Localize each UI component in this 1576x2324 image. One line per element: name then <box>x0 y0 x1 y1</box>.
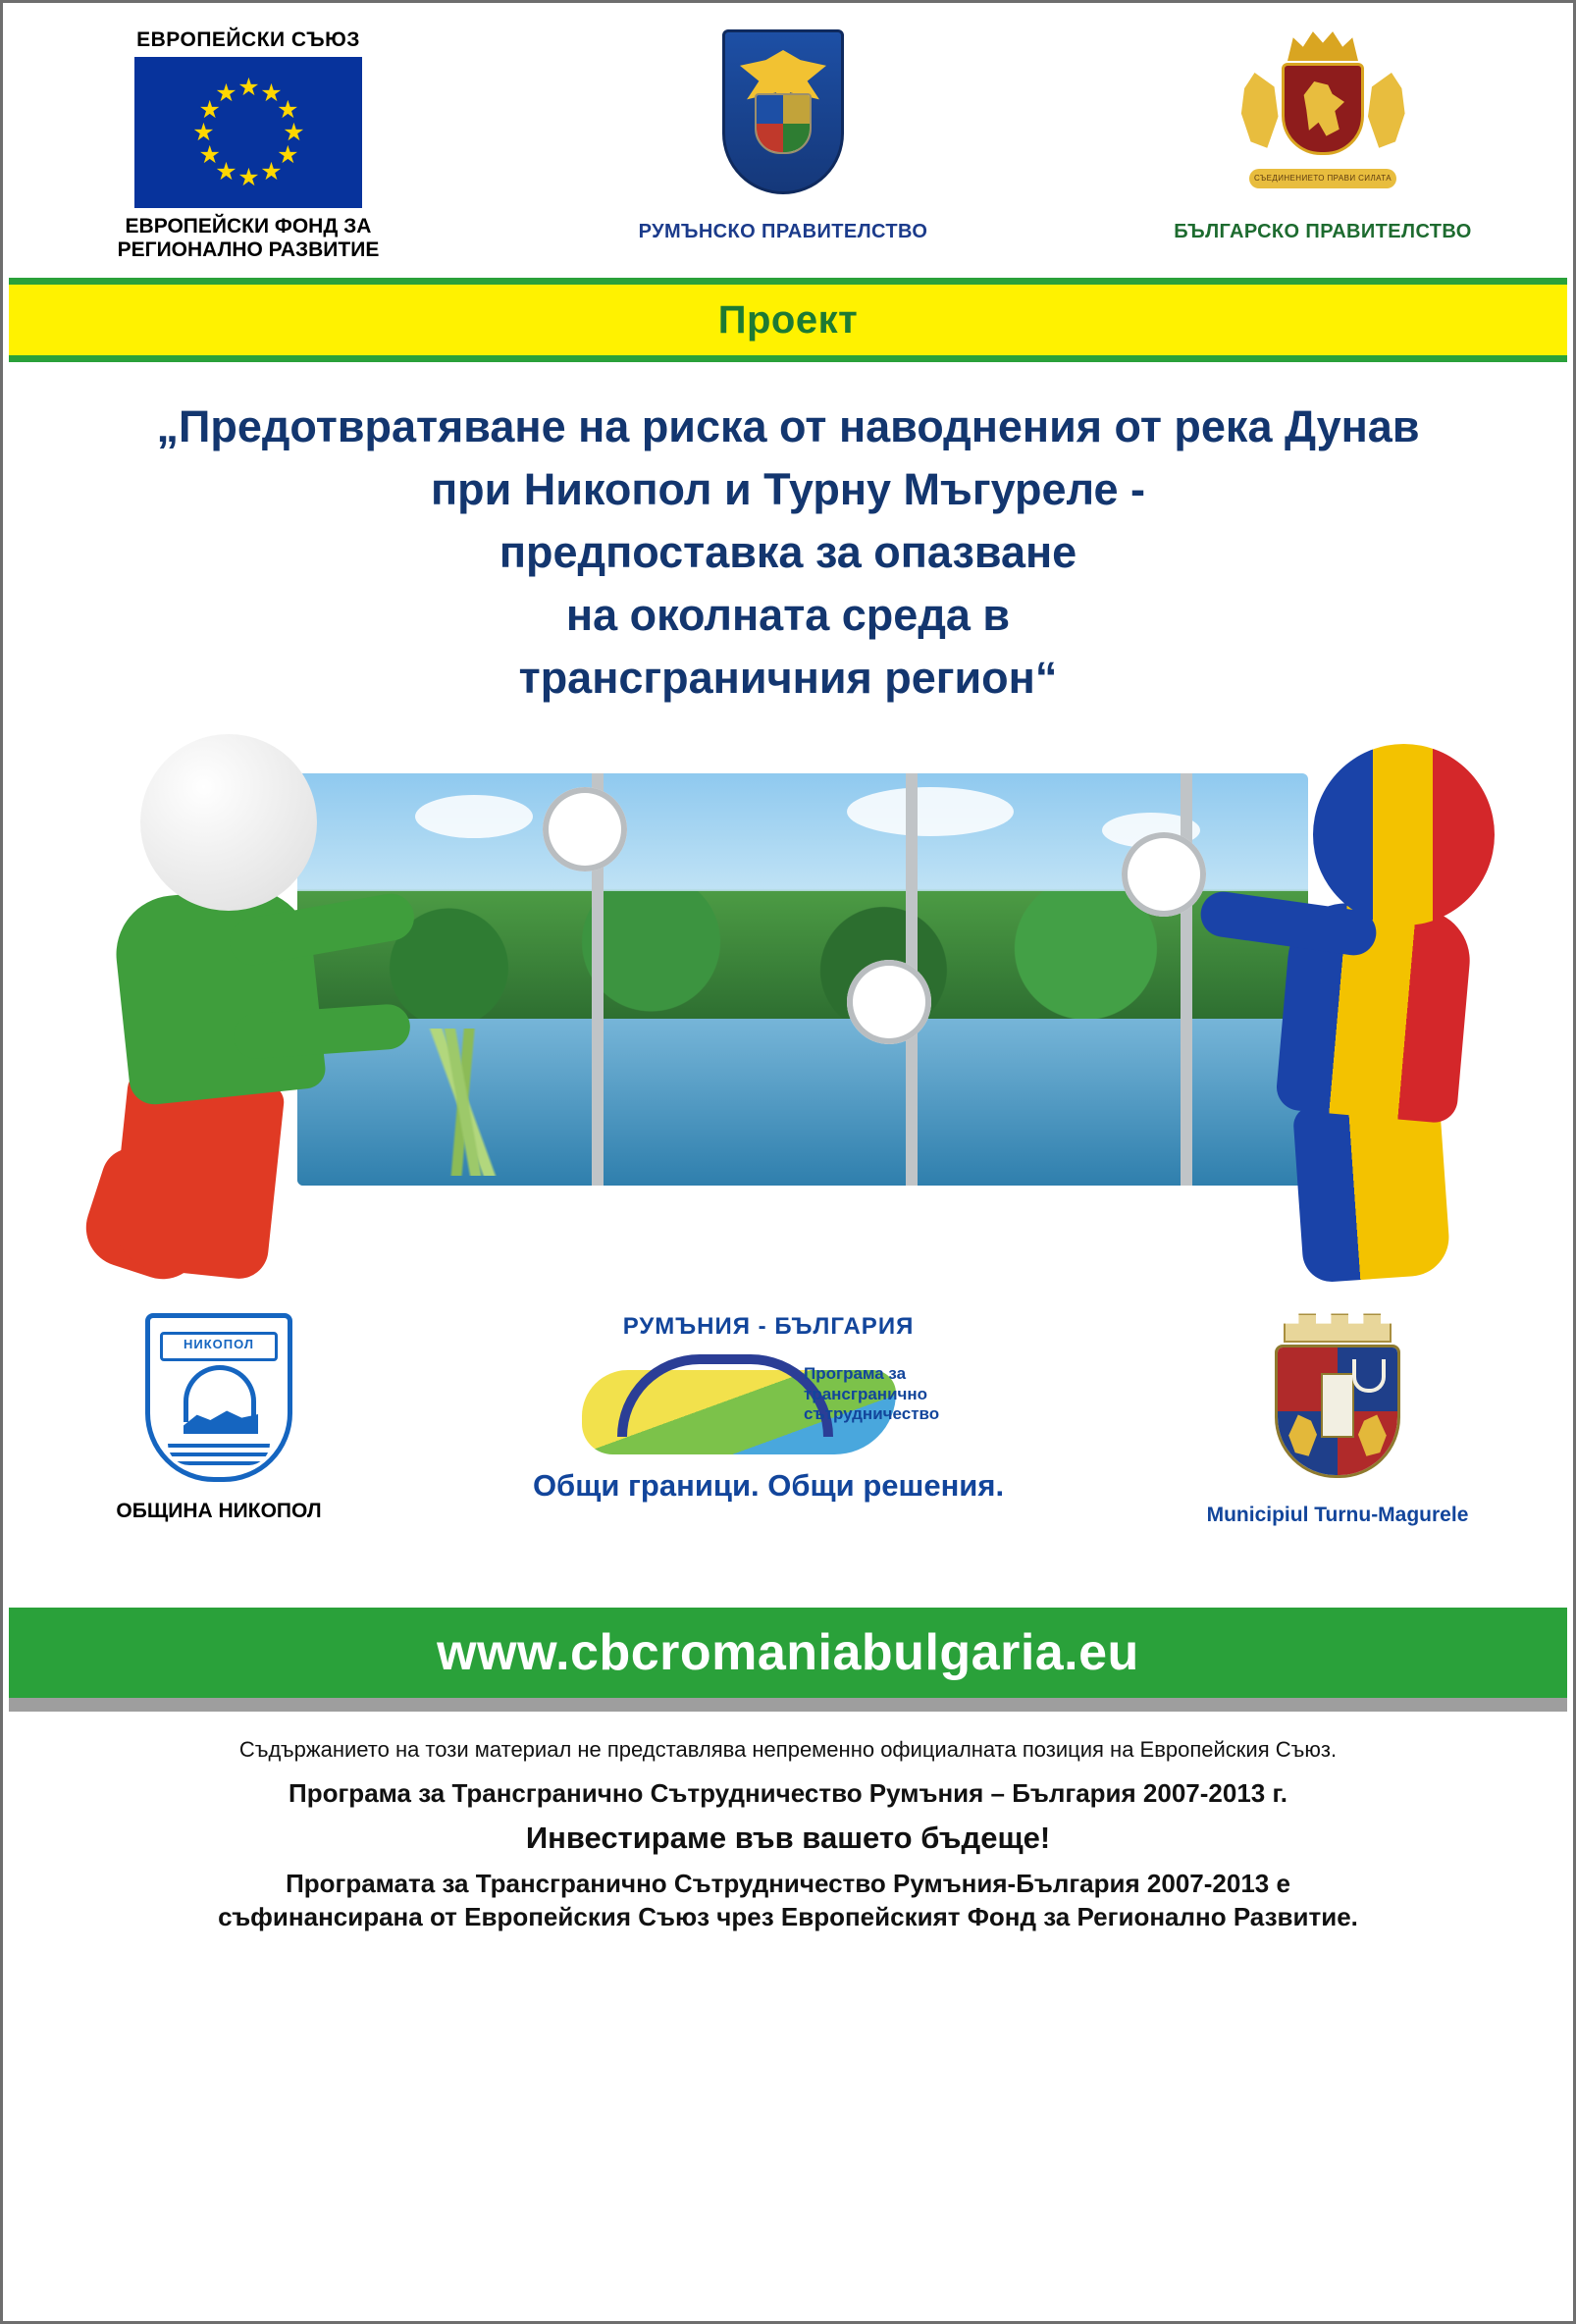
romanian-flag-figure <box>1210 734 1504 1284</box>
title-line-1: „Предотвратяване на риска от наводнения от река Дунав <box>156 401 1420 451</box>
romania-crest-wrap <box>722 28 844 195</box>
bulgaria-shield-icon <box>1282 63 1364 155</box>
programme-subtitle-line2: трансгранично <box>804 1384 928 1403</box>
programme-subtitle-line1: Програма за <box>804 1364 907 1384</box>
eu-star-icon: ★ <box>237 164 260 191</box>
programme-slogan: Общи граници. Общи решения. <box>532 1468 1005 1504</box>
bulgaria-government-label: БЪЛГАРСКО ПРАВИТЕЛСТВО <box>1174 221 1472 242</box>
partner-turnu-magurele <box>1171 1313 1504 1527</box>
footer-financing-line2: съфинансирана от Европейския Съюз чрез Европейският Фонд за Регионално Развитие. <box>218 1901 1358 1931</box>
bridge-icon <box>617 1354 833 1437</box>
eu-star-icon: ★ <box>215 157 237 185</box>
cbc-programme-logo-icon <box>562 1345 974 1460</box>
website-url[interactable]: www.cbcromaniabulgaria.eu <box>437 1624 1139 1682</box>
footer-programme: Програма за Трансгранично Сътрудничество Румъния – България 2007-2013 г. <box>289 1778 1287 1809</box>
romania-government-label: РУМЪНСКО ПРАВИТЕЛСТВО <box>638 221 928 242</box>
header-logos <box>3 3 1573 278</box>
eu-fund-label-line1: ЕВРОПЕЙСКИ ФОНД ЗА <box>125 215 372 238</box>
eu-fund-label-line2: РЕГИОНАЛНО РАЗВИТИЕ <box>117 238 380 262</box>
nikopol-caption: ОБЩИНА НИКОПОЛ <box>116 1500 322 1523</box>
eu-star-icon: ★ <box>192 119 215 146</box>
turnu-caption: Municipiul Turnu-Magurele <box>1206 1504 1469 1527</box>
title-line-3: предпоставка за опазване <box>499 526 1077 577</box>
eu-star-icon: ★ <box>260 79 283 108</box>
eu-logo-block <box>42 28 454 262</box>
footer-slogan: Инвестираме във вашето бъдеще! <box>525 1821 1051 1856</box>
puzzle-notch <box>1122 832 1206 917</box>
nikopol-municipality-crest-icon <box>145 1313 292 1482</box>
programme-top-label: РУМЪНИЯ - БЪЛГАРИЯ <box>622 1313 915 1341</box>
illustration <box>3 714 1573 1303</box>
eu-star-icon: ★ <box>198 141 221 169</box>
cloud-icon <box>847 787 1014 836</box>
motto-ribbon: СЪЕДИНЕНИЕТО ПРАВИ СИЛАТА <box>1249 169 1396 188</box>
waves-icon <box>168 1444 270 1465</box>
project-bar-label: Проект <box>717 297 859 342</box>
lion-icon <box>1301 81 1344 138</box>
figure-head <box>140 734 317 911</box>
turnu-magurele-coat-of-arms-icon <box>1258 1313 1417 1486</box>
partner-nikopol <box>72 1313 366 1523</box>
eu-top-label: ЕВРОПЕЙСКИ СЪЮЗ <box>136 28 360 51</box>
eu-star-icon: ★ <box>215 79 237 108</box>
programme-subtitle-line3: сътрудничество <box>804 1404 940 1424</box>
title-line-5: трансграничния регион“ <box>518 652 1058 703</box>
bulgaria-crest-wrap <box>1237 28 1409 195</box>
eu-fund-label <box>118 215 380 262</box>
project-bar <box>9 278 1567 362</box>
page-title <box>3 362 1573 709</box>
danube-landscape-puzzle-image <box>297 773 1308 1186</box>
turnu-shield-icon <box>1275 1345 1400 1478</box>
bulgaria-logo-block <box>1112 28 1534 243</box>
bulgaria-coat-of-arms-icon <box>1237 27 1409 196</box>
crown-icon <box>1287 27 1358 61</box>
eu-star-icon: ★ <box>277 141 299 169</box>
programme-subtitle <box>804 1364 980 1424</box>
footer-disclaimer: Съдържанието на този материал не представлява непременно официалната позиция на Европейския Съюз. <box>238 1737 1338 1763</box>
eu-star-icon: ★ <box>277 96 299 124</box>
footer <box>3 1712 1573 1933</box>
figure-legs <box>1292 1097 1451 1284</box>
romania-shield-icon <box>755 93 812 154</box>
partner-programme <box>454 1313 1082 1504</box>
cloud-icon <box>415 795 533 838</box>
title-line-4: на околната среда в <box>565 589 1011 640</box>
eu-flag-icon <box>134 57 362 208</box>
anchor-icon <box>1352 1359 1386 1393</box>
eu-star-icon: ★ <box>283 119 305 146</box>
website-bar[interactable] <box>9 1608 1567 1698</box>
puzzle-notch <box>543 787 627 872</box>
reeds-icon <box>337 1029 592 1176</box>
romania-logo-block <box>572 28 994 243</box>
lion-supporter-right-icon <box>1368 73 1407 151</box>
footer-financing-line1: Програмата за Трансгранично Сътрудничество Румъния-България 2007-2013 е <box>286 1869 1290 1899</box>
title-line-2: при Никопол и Турну Мъгуреле - <box>430 463 1146 514</box>
eu-star-icon: ★ <box>260 157 283 185</box>
lion-supporter-left-icon <box>1239 73 1279 151</box>
eu-star-icon: ★ <box>237 74 260 101</box>
mural-crown-icon <box>1284 1313 1392 1343</box>
footer-financing <box>42 1868 1534 1933</box>
arch-icon <box>184 1365 256 1422</box>
divider-bar <box>9 1698 1567 1712</box>
tower-icon <box>1321 1373 1354 1438</box>
bulgarian-flag-figure <box>81 734 366 1284</box>
nikopol-crest-banner: НИКОПОЛ <box>160 1332 278 1361</box>
eu-star-icon: ★ <box>198 96 221 124</box>
romania-coat-of-arms-icon <box>722 29 844 194</box>
figure-head <box>1313 744 1495 925</box>
partner-logos <box>3 1303 1573 1598</box>
puzzle-notch <box>847 960 931 1044</box>
figure-leg-front <box>109 1071 286 1283</box>
